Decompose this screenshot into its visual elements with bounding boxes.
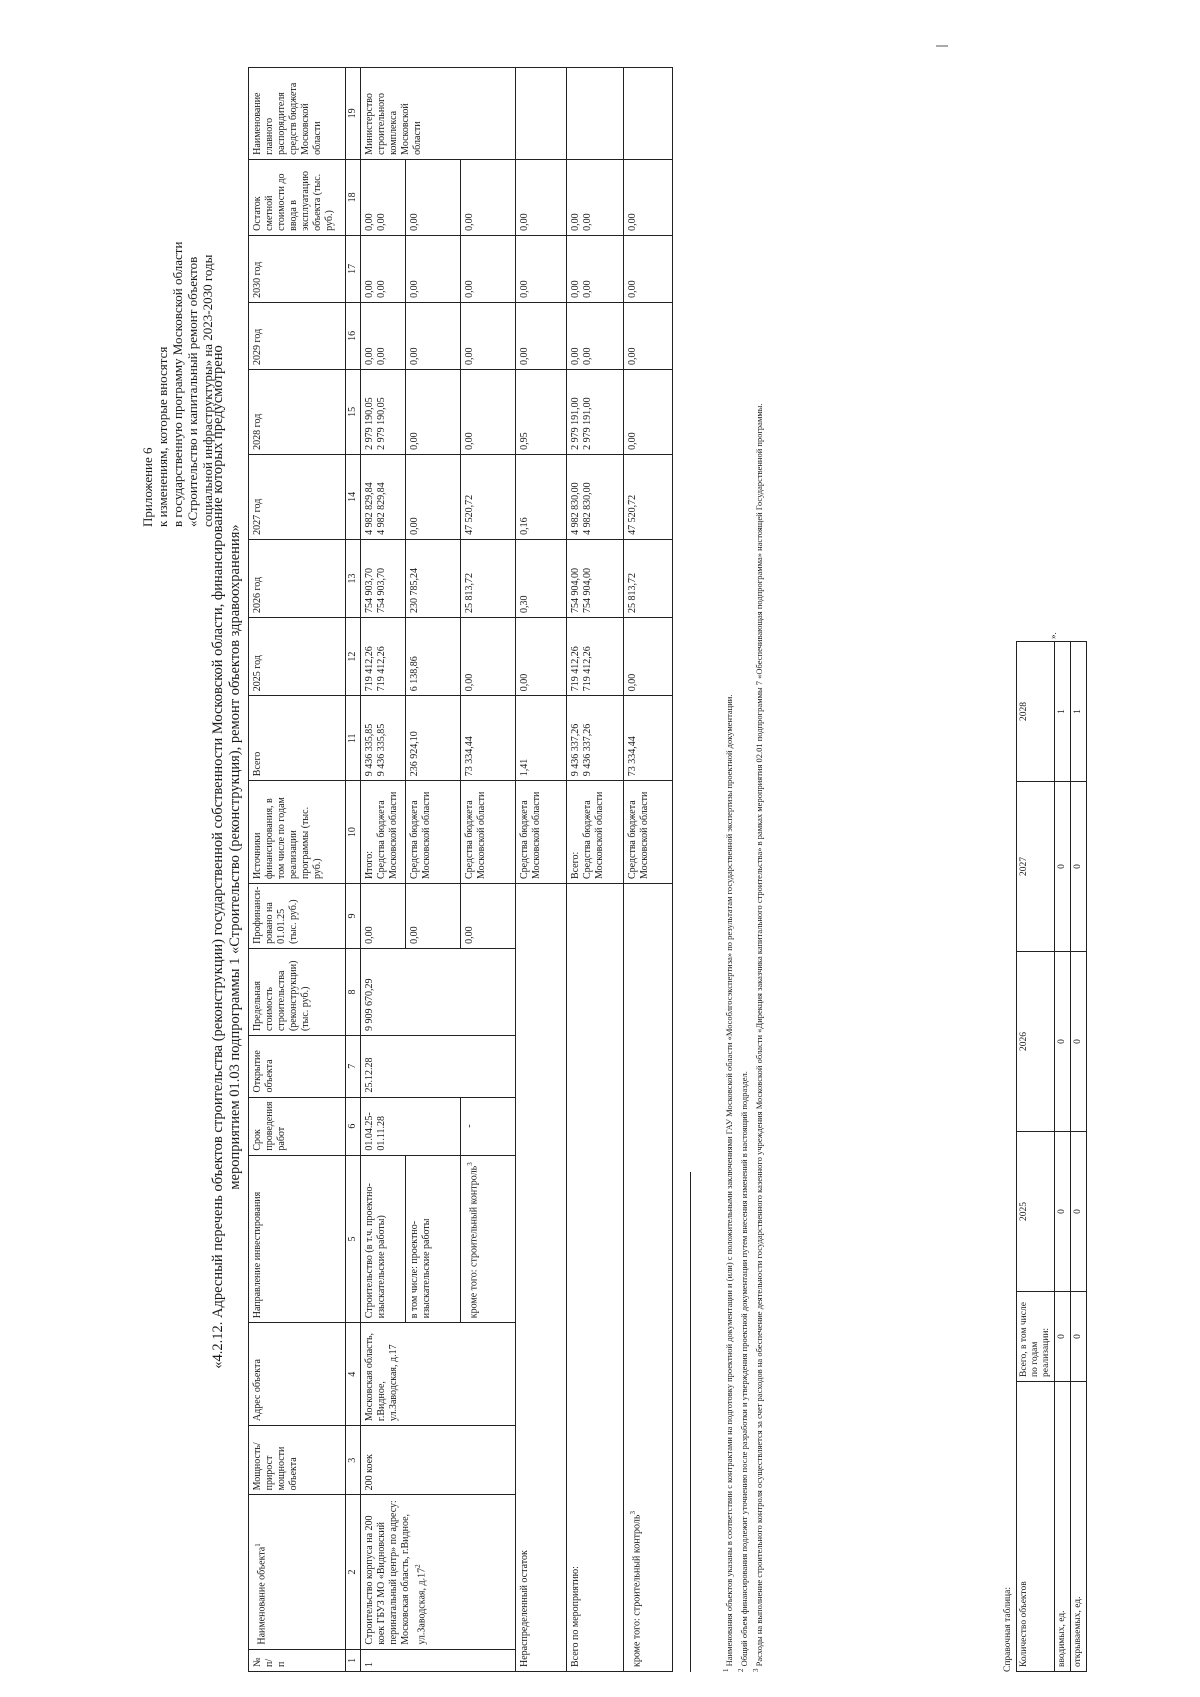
value-remainder: 0,00 <box>516 159 567 235</box>
appendix-line: к изменениям, которые вносятся <box>155 346 170 527</box>
appendix-header <box>140 47 215 527</box>
value-2030: 0,00 <box>461 235 516 302</box>
value-remainder <box>361 159 406 235</box>
document-title <box>210 317 244 1397</box>
column-number: 16 <box>346 302 361 369</box>
column-number: 6 <box>346 1097 361 1155</box>
table-row-undistributed <box>516 68 567 1672</box>
value: 719 412,26 <box>570 646 581 692</box>
value-2025 <box>361 618 406 696</box>
column-number: 19 <box>346 68 361 160</box>
value: 719 412,26 <box>376 646 387 692</box>
value-2026: 0,30 <box>516 539 567 617</box>
address-list-table <box>248 67 673 1672</box>
value-2029: 0,00 <box>516 302 567 369</box>
financing-source: Средства бюджета Московской области <box>516 781 567 884</box>
footnotes <box>690 112 765 1672</box>
appendix-line: в государственную программу Московской области <box>170 241 185 527</box>
column-number: 10 <box>346 781 361 884</box>
financed: 0,00 <box>461 884 516 949</box>
value-total: 73 334,44 <box>624 696 673 781</box>
value-2026: 25 813,72 <box>624 539 673 617</box>
value: 754 903,70 <box>376 568 387 614</box>
value-2029: 0,00 <box>406 302 461 369</box>
column-number: 13 <box>346 539 361 617</box>
value: 0,00 <box>376 280 387 298</box>
reference-header-row <box>1017 642 1055 1672</box>
value-2027: 0,16 <box>516 454 567 539</box>
value-2029: 0,00 <box>624 302 673 369</box>
reference-value: 0 <box>1071 1292 1087 1382</box>
label-text: кроме того: строительный контроль <box>631 1514 643 1667</box>
object-name-text: Строительство корпуса на 200 коек ГБУЗ МО «Видновский перинатальный центр» по адресу: Московская область, г.Видное, ул.Заводская, д.17 <box>364 1500 428 1645</box>
value-2029 <box>361 302 406 369</box>
column-number-row <box>346 68 361 1672</box>
reference-header: 2027 <box>1017 782 1055 952</box>
footnote: $^2$ Общий объем финансирования подлежит уточнению после разработки и утверждения проектной документации путем внесения изменений в настоящий подраздел. <box>736 1071 749 1672</box>
financing-source: Средства бюджета Московской области <box>461 781 516 884</box>
scan-artifact <box>936 45 948 47</box>
reference-row-label: вводимых, ед. <box>1055 1382 1071 1672</box>
value-2027: 47 520,72 <box>624 454 673 539</box>
column-number: 17 <box>346 235 361 302</box>
financing-source <box>361 781 406 884</box>
value-2026: 25 813,72 <box>461 539 516 617</box>
value-2028: 0,00 <box>406 369 461 454</box>
financed: 0,00 <box>406 884 461 949</box>
value: 4 982 829,84 <box>364 482 375 535</box>
investment-direction: в том числе: проектно-изыскательские работы <box>406 1155 461 1323</box>
table-row-object <box>361 68 406 1672</box>
value: 2 979 190,05 <box>376 397 387 450</box>
header-cell: 2025 год <box>249 618 346 696</box>
footnote: $^3$ Расходы на выполнение строительного контроля осуществляется за счет расходов на обеспечение деятельности государственного казенного учреждения Московской области «Дирекция заказчика капитального строительства» в рамках мероприятия 02.01 подпрограммы 7 «Обеспечивающая подпрограмма» настоящей Государственной программы. <box>751 403 764 1672</box>
value: 4 982 829,84 <box>376 482 387 535</box>
value-2026 <box>567 539 624 617</box>
header-cell: Остаток сметной стоимости до ввода в эксплуатацию объекта (тыс. руб.) <box>249 159 346 235</box>
source-total-label: Итого: <box>364 850 375 880</box>
value-remainder: 0,00 <box>624 159 673 235</box>
reference-value: 1 <box>1055 642 1071 782</box>
table-row-construction-control-total <box>624 68 673 1672</box>
value: 9 436 335,85 <box>376 723 387 777</box>
footnote: $^1$ Наименования объектов указаны в соответствии с контрактами на подготовку проектной документации и (или) с положительными заключениями ГАУ Московской области «Мособлгосэкспертиза» по результатам государственной экспертизы проектной документации. <box>722 694 734 1672</box>
value-2029 <box>567 302 624 369</box>
footnote-ref: 1 <box>254 1543 262 1547</box>
reference-header: 2025 <box>1017 1132 1055 1292</box>
footnote-divider <box>690 1172 691 1672</box>
value-2027: 0,00 <box>406 454 461 539</box>
column-number: 2 <box>346 1495 361 1649</box>
reference-header: Всего, в том числе по годам реализации: <box>1017 1292 1055 1382</box>
value: 0,00 <box>570 347 581 365</box>
value: 9 436 335,85 <box>364 723 375 777</box>
value: 754 903,70 <box>364 568 375 614</box>
column-number: 3 <box>346 1426 361 1495</box>
value-2027: 47 520,72 <box>461 454 516 539</box>
column-number: 12 <box>346 618 361 696</box>
value-2028: 0,00 <box>624 369 673 454</box>
reference-row <box>1055 642 1071 1672</box>
header-cell: 2026 год <box>249 539 346 617</box>
financing-source: Средства бюджета Московской области <box>624 781 673 884</box>
header-cell: Источники финансирования, в том числе по годам реализации программы (тыс. руб.) <box>249 781 346 884</box>
value: 754 904,00 <box>570 568 581 614</box>
value-2025 <box>567 618 624 696</box>
header-row <box>249 68 346 1672</box>
header-cell: Наименование главного распорядителя средств бюджета Московской области <box>249 68 346 160</box>
header-cell: Адрес объекта <box>249 1323 346 1426</box>
value: 0,00 <box>570 280 581 298</box>
reference-value: 0 <box>1055 782 1071 952</box>
source-budget-label: Средства бюджета Московской области <box>376 791 399 880</box>
investment-direction <box>461 1155 516 1323</box>
opening-date: 25.12.28 <box>361 1036 516 1097</box>
column-number: 9 <box>346 884 361 949</box>
footnote-text: Наименования объектов указаны в соответствии с контрактами на подготовку проектной документации и (или) с положительными заключениями ГАУ Московской области «Мособлгосэкспертиза» по результатам государственной экспертизы проектной документации. <box>723 694 734 1667</box>
title-line: «4.2.12. Адресный перечень объектов строительства (реконструкции) государственной собственности Московской области, финансирование которых предусмотрено <box>210 345 226 1369</box>
header-cell: Профинанси-ровано на 01.01.25 (тыс. руб.) <box>249 884 346 949</box>
column-number: 18 <box>346 159 361 235</box>
title-line: мероприятием 01.03 подпрограммы 1 «Строительство (реконструкция), ремонт объектов здравоохранения» <box>227 524 243 1190</box>
value-2026: 230 785,24 <box>406 539 461 617</box>
reference-table-caption: Справочная таблица: <box>1003 1587 1013 1672</box>
value: 2 979 191,00 <box>582 397 593 450</box>
construction-control-label <box>624 884 673 1672</box>
header-cell <box>249 1495 346 1649</box>
header-cell: 2028 год <box>249 369 346 454</box>
column-number: 4 <box>346 1323 361 1426</box>
object-number: 1 <box>361 1649 516 1671</box>
budget-distributor <box>516 68 567 160</box>
financed: 0,00 <box>361 884 406 949</box>
reference-value: 0 <box>1055 1292 1071 1382</box>
max-cost: 9 909 670,29 <box>361 948 516 1035</box>
reference-header: 2026 <box>1017 952 1055 1132</box>
value-2029: 0,00 <box>461 302 516 369</box>
work-term: - <box>461 1097 516 1155</box>
reference-value: 0 <box>1055 952 1071 1132</box>
reference-header: Количество объектов <box>1017 1382 1055 1672</box>
value-total: 236 924,10 <box>406 696 461 781</box>
value-2028 <box>567 369 624 454</box>
header-cell: 2029 год <box>249 302 346 369</box>
column-number: 7 <box>346 1036 361 1097</box>
value-2025: 6 138,86 <box>406 618 461 696</box>
value: 0,00 <box>570 213 581 231</box>
column-number: 11 <box>346 696 361 781</box>
financing-source: Средства бюджета Московской области <box>406 781 461 884</box>
appendix-line: Приложение 6 <box>140 447 155 527</box>
total-label: Всего по мероприятию: <box>567 884 624 1672</box>
reference-header: 2028 <box>1017 642 1055 782</box>
value: 0,00 <box>364 213 375 231</box>
column-number: 8 <box>346 948 361 1035</box>
value-remainder <box>567 159 624 235</box>
value: 2 979 191,00 <box>570 397 581 450</box>
reference-value: 0 <box>1071 952 1087 1132</box>
value: 754 904,00 <box>582 568 593 614</box>
footnote-ref: 3 <box>466 1162 474 1166</box>
header-cell: 2030 год <box>249 235 346 302</box>
footnote-ref: 2 <box>414 1564 422 1568</box>
header-cell: Мощность/ прирост мощности объекта <box>249 1426 346 1495</box>
reference-value: 1 <box>1071 642 1087 782</box>
reference-row-label: открываемых, ед. <box>1071 1382 1087 1672</box>
appendix-line: «Строительство и капитальный ремонт объектов <box>185 256 200 527</box>
footnote-text: Расходы на выполнение строительного контроля осуществляется за счет расходов на обеспечение деятельности государственного казенного учреждения Московской области «Дирекция заказчика капитального строительства» в рамках мероприятия 02.01 подпрограммы 7 «Обеспечивающая подпрограмма» настоящей Государственной программы. <box>753 403 764 1667</box>
footnote-ref: 3 <box>629 1511 637 1515</box>
value-2030 <box>567 235 624 302</box>
value: 0,00 <box>582 213 593 231</box>
source-budget-label: Средства бюджета Московской области <box>582 791 605 880</box>
value: 4 982 830,00 <box>582 482 593 535</box>
direction-text: кроме того: строительный контроль <box>468 1165 480 1319</box>
header-cell: Открытие объекта <box>249 1036 346 1097</box>
header-cell: Срок проведения работ <box>249 1097 346 1155</box>
value-2028: 0,00 <box>461 369 516 454</box>
column-number: 15 <box>346 369 361 454</box>
work-term: 01.04.25-01.11.28 <box>361 1097 461 1155</box>
column-number: 1 <box>346 1649 361 1671</box>
reference-value: 0 <box>1071 1132 1087 1292</box>
value: 719 412,26 <box>582 646 593 692</box>
value: 2 979 190,05 <box>364 397 375 450</box>
reference-value: 0 <box>1071 782 1087 952</box>
object-address: Московская область, г.Видное, ул.Заводская, д.17 <box>361 1323 516 1426</box>
financing-source <box>567 781 624 884</box>
value-remainder: 0,00 <box>461 159 516 235</box>
appendix-line: социальной инфраструктуры» на 2023-2030 годы <box>200 254 215 527</box>
value-2030: 0,00 <box>406 235 461 302</box>
value-2025: 0,00 <box>461 618 516 696</box>
value: 0,00 <box>364 280 375 298</box>
investment-direction: Строительство (в т.ч. проектно-изыскательские работы) <box>361 1155 406 1323</box>
value-total: 1,41 <box>516 696 567 781</box>
value-2028 <box>361 369 406 454</box>
value: 0,00 <box>364 347 375 365</box>
header-cell: Всего <box>249 696 346 781</box>
column-number: 5 <box>346 1155 361 1323</box>
footnote-text: Общий объем финансирования подлежит уточнению после разработки и утверждения проектной документации путем внесения изменений в настоящий подраздел. <box>738 1071 749 1667</box>
value-total <box>567 696 624 781</box>
value: 0,00 <box>582 280 593 298</box>
header-text: Наименование объекта <box>256 1546 268 1645</box>
header-cell: Предельная стоимость строительства (реконструкции) (тыс. руб.) <box>249 948 346 1035</box>
value: 4 982 830,00 <box>570 482 581 535</box>
reference-value: 0 <box>1055 1132 1071 1292</box>
budget-distributor <box>624 68 673 160</box>
source-total-label: Всего: <box>570 851 581 880</box>
value-2025: 0,00 <box>516 618 567 696</box>
object-capacity: 200 коек <box>361 1426 516 1495</box>
value: 0,00 <box>376 347 387 365</box>
table-row-total <box>567 68 624 1672</box>
value-total: 73 334,44 <box>461 696 516 781</box>
value: 719 412,26 <box>364 646 375 692</box>
value: 9 436 337,26 <box>582 723 593 777</box>
value-2027 <box>567 454 624 539</box>
value-2025: 0,00 <box>624 618 673 696</box>
value-total <box>361 696 406 781</box>
value-2026 <box>361 539 406 617</box>
value: 0,00 <box>376 213 387 231</box>
value-2030: 0,00 <box>516 235 567 302</box>
value: 9 436 337,26 <box>570 723 581 777</box>
header-cell: Направление инвестирования <box>249 1155 346 1323</box>
value-2030: 0,00 <box>624 235 673 302</box>
value-remainder: 0,00 <box>406 159 461 235</box>
closing-quote-mark: ». <box>1048 632 1058 639</box>
object-name <box>361 1495 516 1649</box>
reference-row <box>1071 642 1087 1672</box>
value-2027 <box>361 454 406 539</box>
budget-distributor <box>567 68 624 160</box>
column-number: 14 <box>346 454 361 539</box>
budget-distributor: Министерство строительного комплекса Московской области <box>361 68 516 160</box>
value: 0,00 <box>582 347 593 365</box>
undistributed-label: Нераспределенный остаток <box>516 884 567 1672</box>
reference-table <box>1016 641 1087 1672</box>
value-2030 <box>361 235 406 302</box>
header-cell: 2027 год <box>249 454 346 539</box>
value-2028: 0,95 <box>516 369 567 454</box>
header-cell: № п/п <box>249 1649 346 1671</box>
